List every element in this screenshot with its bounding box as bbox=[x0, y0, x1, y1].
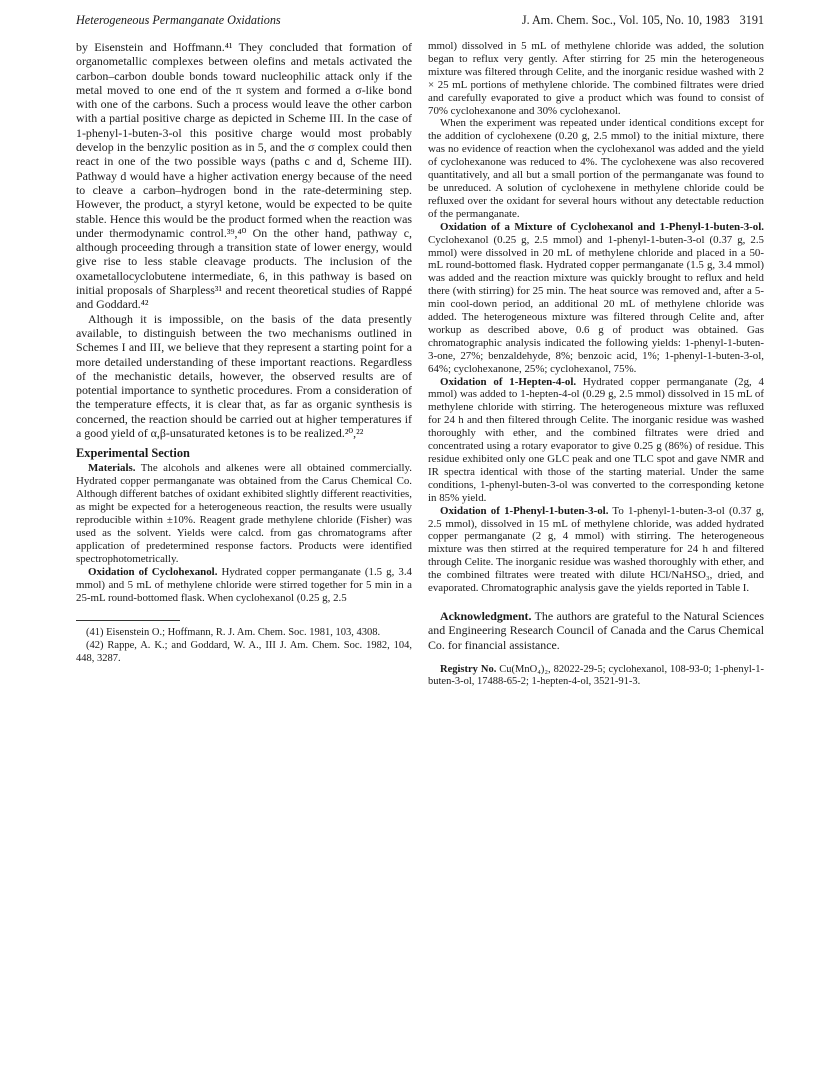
heptenol-heading: Oxidation of 1-Hepten-4-ol. bbox=[440, 375, 577, 388]
registry-text: Cu(MnO₄)₂, 82022-29-5; cyclohexanol, 108-93-0; 1-phenyl-1-buten-3-ol, 17488-65-2; 1-hepten-4-ol, 3521-91-3. bbox=[428, 663, 764, 688]
page-number: 3191 bbox=[739, 13, 764, 27]
mixture-heading: Oxidation of a Mixture of Cyclohexanol and 1-Phenyl-1-buten-3-ol. bbox=[440, 220, 764, 233]
continued-paragraph: mmol) dissolved in 5 mL of methylene chloride was added, the solution began to reflux very gently. After stirring for 25 min the heterogeneous mixture was filtered through Celite, and the inorganic residue washed with 2 × 25 mL portions of methylene chloride. The combined filtrates were dried and carefully evaporated to give a product which was found to consist of 70% cyclohexanone and 30% cyclohexanol. bbox=[428, 40, 764, 117]
registry-paragraph bbox=[428, 664, 764, 689]
acknowledgment-paragraph bbox=[428, 609, 764, 652]
acknowledgment-text: The authors are grateful to the Natural Sciences and Engineering Research Council of Canada and the Carus Chemical Co. for financial assistance. bbox=[428, 608, 764, 652]
heptenol-paragraph bbox=[428, 376, 764, 505]
cyclohexanol-paragraph bbox=[76, 566, 412, 605]
journal-name: J. Am. Chem. Soc., Vol. 105, No. 10, 1983 bbox=[521, 13, 730, 27]
footnote-42: (42) Rappe, A. K.; and Goddard, W. A., III J. Am. Chem. Soc. 1982, 104, 448, 3287. bbox=[76, 640, 412, 664]
phenylbutenol-text: To 1-phenyl-1-buten-3-ol (0.37 g, 2.5 mmol), dissolved in 15 mL of methylene chloride, was added hydrated copper permanganate (2 g, 4 mmol) with stirring. The heterogeneous mixture was then stirred at the required temperature for 24 h and filtered through Celite. The inorganic residue was washed thoroughly with ether, and the combined filtrates were treated with dilute HCl/NaHSO₃, dried, and evaporated. Chromatographic analysis gave the yields reported in Table I. bbox=[428, 504, 764, 595]
materials-heading: Materials. bbox=[88, 462, 136, 475]
left-column bbox=[76, 40, 412, 665]
journal-citation bbox=[522, 12, 764, 28]
running-title: Heterogeneous Permanganate Oxidations bbox=[76, 13, 281, 27]
acknowledgment-heading: Acknowledgment. bbox=[440, 608, 532, 623]
mixture-text: Cyclohexanol (0.25 g, 2.5 mmol) and 1-phenyl-1-buten-3-ol (0.37 g, 2.5 mmol) were dissolved in 20 mL of methylene chloride and placed in a 50-mL round-bottomed flask. Hydrated copper permanganate (1.5 g, 3.4 mmol) was added and the reaction mixture was quickly brought to reflux and held there (with stirring) for 25 min. The heat source was removed and, after a 5-min cool-down period, an additional 20 mL of methylene chloride was added. The heterogeneous mixture was filtered through Celite and, after workup as described above, 0.6 g of product was obtained. Gas chromatographic analysis indicated the following yields: 1-phenyl-1-buten-3-one, 27%; benzaldehyde, 8%; benzoic acid, 1%; 1-phenyl-1-buten-3-ol, 64%; cyclohexanone, 25%; cyclohexanol, 75%. bbox=[428, 233, 764, 375]
phenylbutenol-heading: Oxidation of 1-Phenyl-1-buten-3-ol. bbox=[440, 504, 609, 517]
materials-paragraph bbox=[76, 462, 412, 565]
mixture-paragraph bbox=[428, 221, 764, 376]
footnote-divider bbox=[76, 620, 180, 621]
body-paragraph-1: by Eisenstein and Hoffmann.⁴¹ They concluded that formation of organometallic complexes between olefins and metals activated the carbon–carbon double bonds toward nucleophilic attack only if the metal moved to one end of the π system and formed a σ-like bond with one of the carbons. Such a process would leave the other carbon with a partial positive charge as depicted in Scheme III. In the case of 1-phenyl-1-buten-3-ol this positive charge would most probably develop in the benzylic position as in 5, and the σ complex could then react in one of the two possible ways (paths c and d, Scheme III). Pathway d would have a higher activation energy because of the need to cleave a carbon–hydrogen bond in the rate-determining step. However, the product, a styryl ketone, would be expected to be quite stable. Hence this would be the product formed when the reaction was under thermodynamic control.³⁹,⁴⁰ On the other hand, pathway c, although proceeding through a transition state of lower energy, would give rise to less stable cleavage products. The inclusion of the oxametallocyclobutene intermediate, 6, in this pathway is based on initial proposals of Sharpless³¹ and recent theoretical studies of Rappé and Goddard.⁴² bbox=[76, 40, 412, 312]
repeat-experiment-paragraph: When the experiment was repeated under identical conditions except for the addition of cyclohexene (0.20 g, 2.5 mmol) to the initial mixture, there was no evidence of reaction when the cyclohexanol was added and the yield of cyclohexanone was reduced to 4%. The cyclohexene was also recovered quantitatively, and all but a small portion of the permanganate was found to be unreduced. A solution of cyclohexene in methylene chloride could be refluxed over the oxidant for several hours without any detectable reduction of the permanganate. bbox=[428, 117, 764, 220]
phenylbutenol-paragraph bbox=[428, 505, 764, 595]
footnote-41: (41) Eisenstein O.; Hoffmann, R. J. Am. Chem. Soc. 1981, 103, 4308. bbox=[86, 627, 381, 639]
heptenol-text: Hydrated copper permanganate (2g, 4 mmol) was added to 1-hepten-4-ol (0.29 g, 2.5 mmol) dissolved in 15 mL of methylene chloride with stirring. The heterogeneous mixture was refluxed for 24 h and then filtered through Celite. The inorganic residue was washed thoroughly with ether, and the combined filtrates were dried and concentrated using a rotary evaporator to give 0.25 g (86%) of residue. This residue exhibited only one GLC peak and one TLC spot and gave NMR and IR spectra identical with those of the starting material. Under the same conditions, 1-phenyl-buten-3-ol was converted to the corresponding ketone in 85% yield. bbox=[428, 375, 764, 504]
materials-text: The alcohols and alkenes were all obtained commercially. Hydrated copper permanganate was obtained from the Carus Chemical Co. Although different batches of oxidant exhibited slightly different reactivities, as might be expected for a heterogeneous reaction, the results were usually reproducible within ±10%. Reagent grade methylene chloride (Fisher) was used as the solvent. Yields were calcd. from gas chromatograms after application of predetermined response factors. Products were identified spectrophotometrically. bbox=[76, 462, 412, 565]
cyclohexanol-heading: Oxidation of Cyclohexanol. bbox=[88, 565, 218, 578]
registry-heading: Registry No. bbox=[440, 663, 497, 675]
cyclohexanol-text: Hydrated copper permanganate (1.5 g, 3.4 mmol) and 5 mL of methylene chloride were stirred together for 5 min in a 25-mL round-bottomed flask. When cyclohexanol (0.25 g, 2.5 bbox=[76, 565, 412, 604]
body-paragraph-2: Although it is impossible, on the basis of the data presently available, to distinguish between the two mechanisms outlined in Schemes I and III, we believe that they represent a starting point for a more detailed understanding of these important reactions. Regardless of the mechanistic details, however, the observed results are of potential importance to synthetic procedures. From a consideration of the temperature effects, it is clear that, as far as organic synthesis is concerned, the reaction should be carried out at higher temperatures if a good yield of α,β-unsaturated ketones is to be realized.²⁰,²² bbox=[76, 311, 412, 441]
right-column bbox=[428, 40, 764, 689]
section-heading-experimental: Experimental Section bbox=[76, 446, 190, 461]
